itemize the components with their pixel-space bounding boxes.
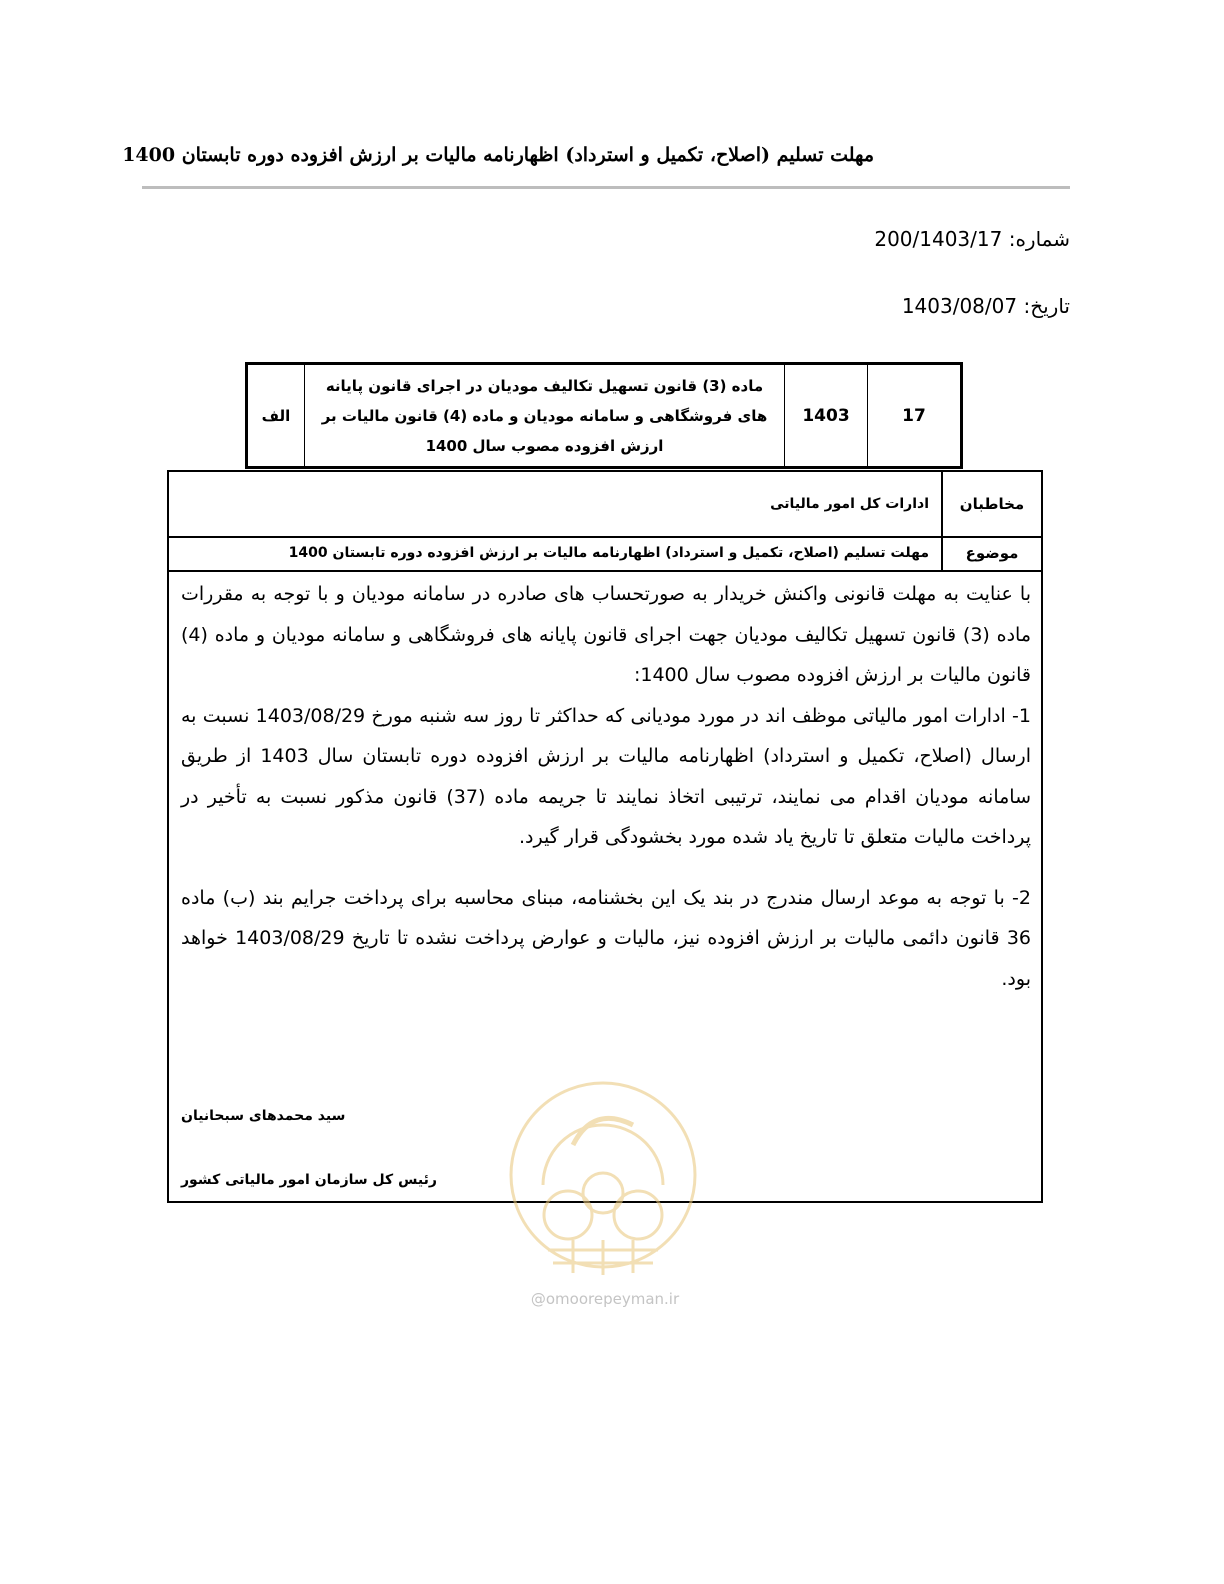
addressee-value: ادارات کل امور مالیاتی bbox=[770, 496, 929, 512]
intro-paragraph: با عنایت به مهلت قانونی واکنش خریدار به صورتحساب های صادره در سامانه مودیان و با توجه به مقررات ماده (3) قانون تسهیل تکالیف مودیان جهت اجرای قانون پایانه های فروشگاهی و سامانه مودیان و ماده (4) قانون مالیات بر ارزش افزوده مصوب سال 1400: bbox=[181, 583, 1031, 686]
letter-date-value: 1403/08/07 bbox=[901, 294, 1018, 318]
watermark-logo-icon bbox=[503, 1075, 703, 1285]
reference-year: 1403 bbox=[785, 364, 868, 468]
letter-number bbox=[874, 226, 1070, 252]
reference-table bbox=[245, 362, 963, 469]
letter-date-label: تاریخ: bbox=[1023, 294, 1070, 318]
letter-number-label: شماره: bbox=[1008, 227, 1070, 251]
subject-row bbox=[169, 536, 1041, 572]
reference-row bbox=[247, 364, 962, 468]
addressee-label: مخاطبان bbox=[941, 472, 1041, 536]
watermark-caption: @omoorepeyman.ir bbox=[530, 1290, 680, 1308]
letter-date bbox=[902, 293, 1070, 319]
reference-category: الف bbox=[247, 364, 305, 468]
letter-body bbox=[181, 574, 1031, 999]
reference-description: ماده (3) قانون تسهیل تکالیف مودیان در اجرای قانون پایانه های فروشگاهی و سامانه مودیان و ماده (4) قانون مالیات بر ارزش افزوده مصوب سال 1400 bbox=[305, 364, 785, 468]
letter-number-value: 200/1403/17 bbox=[874, 227, 1003, 251]
reference-row-number: 17 bbox=[868, 364, 962, 468]
subject-value: مهلت تسلیم (اصلاح، تکمیل و استرداد) اظهارنامه مالیات بر ارزش افزوده دوره تابستان 1400 bbox=[288, 545, 929, 561]
signatory-name: سید محمدهای سبحانیان bbox=[181, 1108, 346, 1124]
signatory-title: رئیس کل سازمان امور مالیاتی کشور bbox=[181, 1172, 437, 1188]
subject-label: موضوع bbox=[941, 536, 1041, 570]
addressee-row bbox=[169, 472, 1041, 538]
title-divider bbox=[142, 186, 1070, 189]
clause-1-paragraph: 1- ادارات امور مالیاتی موظف اند در مورد مودیانی که حداکثر تا روز سه شنبه مورخ 1403/08/29 نسبت به ارسال (اصلاح، تکمیل و استرداد) اظهارنامه مالیات بر ارزش افزوده دوره تابستان سال 1403 از طریق سامانه مودیان اقدام می نمایند، ترتیبی اتخاذ نمایند تا جریمه ماده (37) قانون مذکور نسبت به تأخیر در پرداخت مالیات متعلق تا تاریخ یاد شده مورد بخشودگی قرار گیرد. bbox=[181, 704, 1031, 848]
clause-2-paragraph: 2- با توجه به موعد ارسال مندرج در بند یک این بخشنامه، مبنای محاسبه برای پرداخت جرایم بند (ب) ماده 36 قانون دائمی مالیات بر ارزش افزوده نیز، مالیات و عوارض پرداخت نشده تا تاریخ 1403/08/29 خواهد بود. bbox=[181, 886, 1031, 990]
document-title: مهلت تسلیم (اصلاح، تکمیل و استرداد) اظهارنامه مالیات بر ارزش افزوده دوره تابستان 1400 bbox=[122, 144, 874, 166]
